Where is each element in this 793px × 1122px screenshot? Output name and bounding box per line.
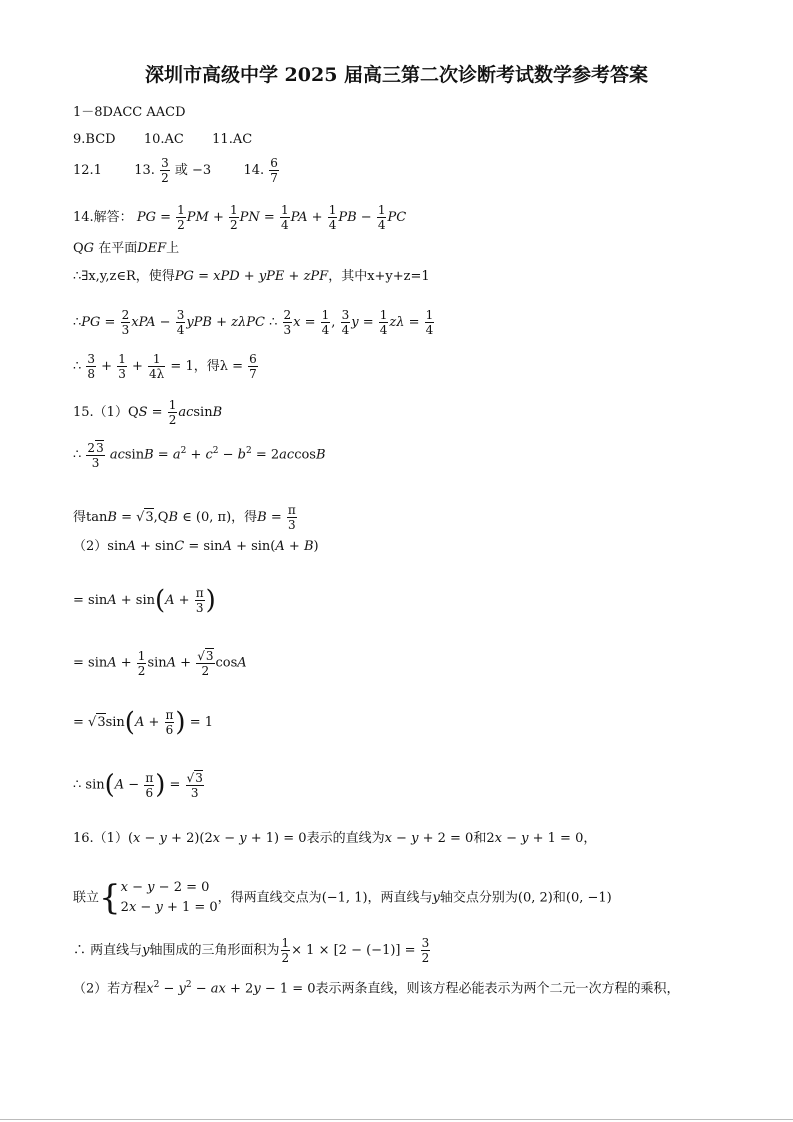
fraction: $\frac{6}{7}$ xyxy=(270,156,278,185)
text: 和 xyxy=(473,831,487,846)
sol15-line1: 15.（1）QS = $\frac{1}{2}$ acsinB xyxy=(73,398,223,427)
sol15-part2-head: （2） xyxy=(73,539,108,554)
text: ，得 xyxy=(231,510,258,525)
therefore-symbol: ∴ xyxy=(73,315,82,330)
sol14-head: 14.解答： xyxy=(73,210,133,225)
text: ，两直线与 xyxy=(367,890,433,906)
text: ，得两直线交点为 xyxy=(217,890,322,906)
page-title: 深圳市高级中学 2025 届高三第二次诊断考试数学参考答案 xyxy=(144,64,649,86)
sol14-line4: ∴PG = $\frac{2}{3}$ xPA − $\frac{3}{4}$ yPB + zλPC ∴ $\frac{2}{3}$ x = $\frac{1}{4}$ , $\frac{3}{4}$ y = $\frac{1}{4}$ zλ = $\frac{1}{4}$ xyxy=(73,308,434,337)
sol15-head: 15.（1） xyxy=(73,405,128,420)
sol15-line7: = √3sin(A + $\frac{\pi}{6}$ ) = 1 xyxy=(73,707,213,738)
text: 在平面 xyxy=(98,241,138,256)
answer-mc: 1－8DACC AACD xyxy=(73,105,186,120)
answer-12-14 xyxy=(73,156,280,185)
therefore-symbol: Q xyxy=(73,241,84,256)
sol14-line2 xyxy=(73,240,179,258)
page-bottom-rule xyxy=(0,1119,793,1120)
sol16-line1: 16.（1）(x − y + 2)(2x − y + 1) = 0表示的直线为x − y + 2 = 0和2x − y + 1 = 0， xyxy=(73,831,597,846)
sol15-line6: = sinA + $\frac{1}{2}$ sinA + $\frac{√3}{2}$ cosA xyxy=(73,648,247,678)
text: ∴ 两直线与 xyxy=(73,943,143,958)
fraction: $\frac{3}{2}$ xyxy=(161,156,169,185)
answer-10: 10.AC xyxy=(143,132,184,147)
sol14-line3: ∴∃x,y,z∈R，使得PG = xPD + yPE + zPF，其中x+y+z=1 xyxy=(73,269,430,284)
answer-12: 12.1 xyxy=(73,163,102,178)
text: （2）若方程 xyxy=(73,981,147,997)
sol15-line8: ∴ sin(A − $\frac{\pi}{6}$ ) = $\frac{√3}{3}$ xyxy=(73,770,203,800)
sol14-line5: ∴ $\frac{3}{8}$ + $\frac{1}{3}$ + $\frac{1}{4\lambda}$ = 1，得λ = $\frac{6}{7}$ xyxy=(73,352,257,381)
text: ，得λ = xyxy=(193,359,243,374)
answer-13-label: 13. xyxy=(134,163,155,178)
text: 表示两条直线，则该方程必能表示为两个二元一次方程的乘积， xyxy=(315,981,680,997)
sol15-line5: = sinA + sin(A + $\frac{\pi}{3}$ ) xyxy=(73,585,216,616)
sol16-line4: （2）若方程$x^2 - y^2$ − ax + 2y − 1 = 0表示两条直线，则该方程必能表示为两个二元一次方程的乘积， xyxy=(73,980,680,997)
text: 和 xyxy=(552,890,566,906)
text: ，其中x+y+z=1 xyxy=(328,269,430,284)
text: 上 xyxy=(166,241,180,256)
answer-9-11 xyxy=(73,131,252,149)
answer-9: 9.BCD xyxy=(73,132,116,147)
var-def: DEF xyxy=(137,241,167,256)
sol14-line1: 14.解答： PG = $\frac{1}{2}$ PM + $\frac{1}{2}$ PN = $\frac{1}{4}$ PA + $\frac{1}{4}$ PB − $\frac{1}{4}$ PC xyxy=(73,203,407,232)
sol16-line2: 联立{x − y − 2 = 0 2x − y + 1 = 0，得两直线交点为(−1, 1)，两直线与y轴交点分别为(0, 2)和(0, −1) xyxy=(73,878,612,918)
text: 轴交点分别为 xyxy=(439,890,518,906)
text: 表示的直线为 xyxy=(306,831,385,846)
text: ∴∃x,y,z∈R，使得 xyxy=(73,269,175,284)
sol15-line3: 得tanB = √3,QB ∈ (0, π)，得B = $\frac{\pi}{3}$ xyxy=(73,503,296,532)
answer-11: 11.AC xyxy=(212,132,253,147)
text: ， xyxy=(583,831,597,846)
sol15-line2: ∴ $\frac{23}{3}$ $acsinB = a^2 + c^2 - b^2 = 2accosB$ xyxy=(73,441,326,470)
therefore-symbol: ∴ xyxy=(73,447,82,463)
answer-13-b: −3 xyxy=(192,163,212,178)
sol15-line4: （2）sinA + sinC = sinA + sin(A + B) xyxy=(73,539,319,554)
answer-14-label: 14. xyxy=(243,163,265,178)
text: 得 xyxy=(73,510,87,525)
answer-13-or: 或 xyxy=(174,163,188,178)
var-g: G xyxy=(83,241,95,256)
text: 轴围成的三角形面积为 xyxy=(149,943,280,958)
sol16-head: 16.（1） xyxy=(73,831,128,846)
text: 联立 xyxy=(73,890,100,906)
sol16-line3: ∴ 两直线与y轴围成的三角形面积为 $\frac{1}{2}$ × 1 × [2 − (−1)] = $\frac{3}{2}$ xyxy=(73,936,430,965)
